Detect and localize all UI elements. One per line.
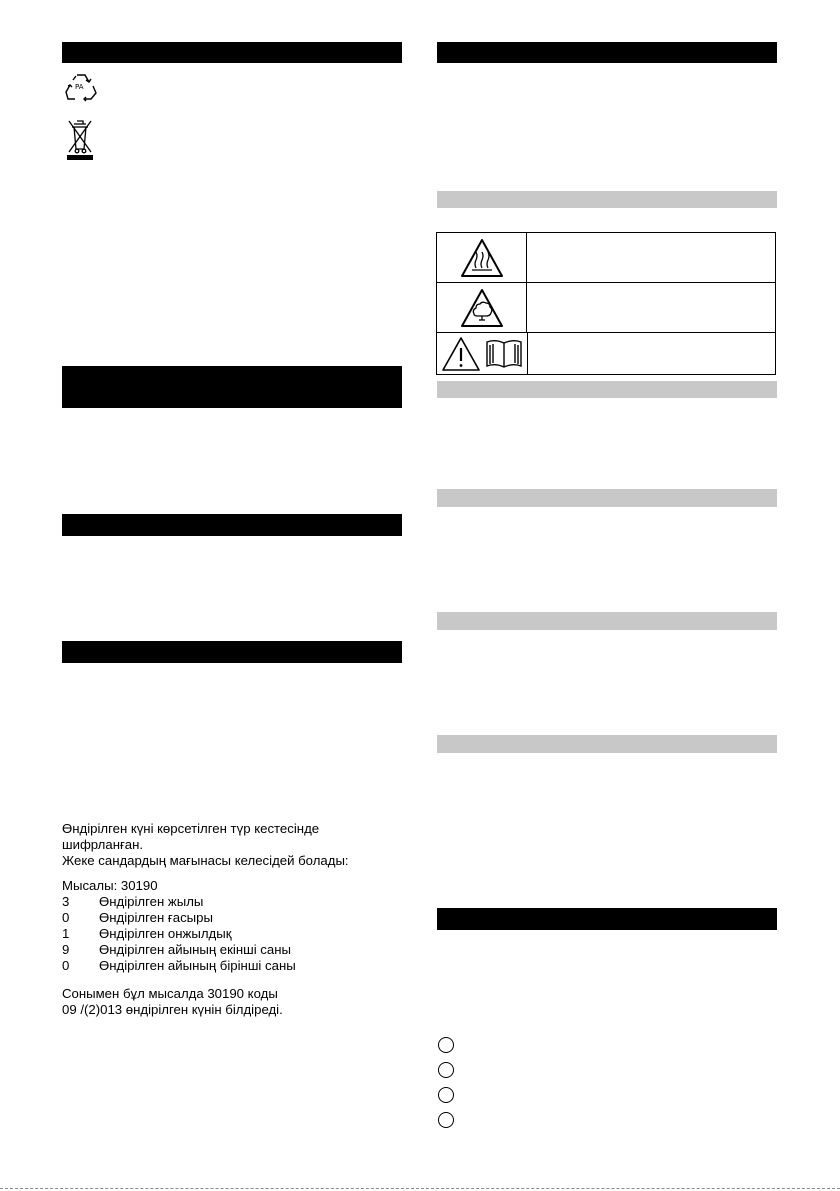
section-header-bar-4 <box>62 641 402 663</box>
page-bottom-rule <box>0 1188 840 1189</box>
digit-value: 1 <box>62 926 70 941</box>
date-code-intro-line-1: Өндірілген күні көрсетілген түр кестесінде <box>62 821 320 836</box>
recycle-icon <box>64 71 98 103</box>
symbol-row-hot-surface <box>437 233 775 283</box>
section-header-bar-1 <box>62 42 402 63</box>
symbol-row-read-manual <box>437 333 775 374</box>
date-code-example: Мысалы: 30190 <box>62 878 158 893</box>
digit-value: 0 <box>62 958 70 973</box>
date-code-conclusion-line-2: 09 /(2)013 өндірілген күнін білдіреді. <box>62 1002 283 1017</box>
date-code-digit-row <box>62 942 392 959</box>
hot-steam-warning-icon <box>460 288 504 328</box>
subsection-header-bar-5 <box>437 735 777 753</box>
crossed-out-bin-icon <box>66 116 94 162</box>
warning-triangle-icon <box>441 336 481 372</box>
digit-meaning: Өндірілген ғасыры <box>99 910 213 925</box>
hot-surface-warning-icon <box>460 238 504 278</box>
digit-meaning: Өндірілген жылы <box>99 894 204 909</box>
section-header-bar-6 <box>437 908 777 930</box>
date-code-digit-row <box>62 910 392 927</box>
callout-circle <box>438 1037 454 1053</box>
date-code-digit-row <box>62 958 392 975</box>
section-header-bar-5 <box>437 42 777 63</box>
symbol-icon-cell <box>437 233 527 282</box>
callout-circle <box>438 1087 454 1103</box>
symbols-table <box>436 232 776 375</box>
date-code-intro-line-3: Жеке сандардың мағынасы келесідей болады: <box>62 853 349 868</box>
subsection-header-bar-2 <box>437 381 777 398</box>
callout-circle <box>438 1062 454 1078</box>
digit-value: 3 <box>62 894 70 909</box>
symbol-row-divider <box>527 333 528 374</box>
section-header-bar-2 <box>62 366 402 408</box>
section-header-bar-3 <box>62 514 402 536</box>
subsection-header-bar-4 <box>437 612 777 630</box>
date-code-intro-line-2: шифрланған. <box>62 837 144 852</box>
svg-text:PA: PA <box>75 83 84 91</box>
date-code-conclusion-line-1: Сонымен бұл мысалда 30190 коды <box>62 986 278 1001</box>
digit-value: 0 <box>62 910 70 925</box>
read-manual-icon <box>484 338 524 370</box>
digit-meaning: Өндірілген айының бірінші саны <box>99 958 296 973</box>
subsection-header-bar-1 <box>437 191 777 208</box>
subsection-header-bar-3 <box>437 489 777 507</box>
symbol-row-hot-steam <box>437 283 775 333</box>
callout-circle <box>438 1112 454 1128</box>
digit-value: 9 <box>62 942 70 957</box>
digit-meaning: Өндірілген айының екінші саны <box>99 942 291 957</box>
date-code-digit-row <box>62 926 392 943</box>
date-code-digit-row <box>62 894 392 911</box>
symbol-icon-cell <box>437 283 527 332</box>
digit-meaning: Өндірілген онжылдық <box>99 926 232 941</box>
